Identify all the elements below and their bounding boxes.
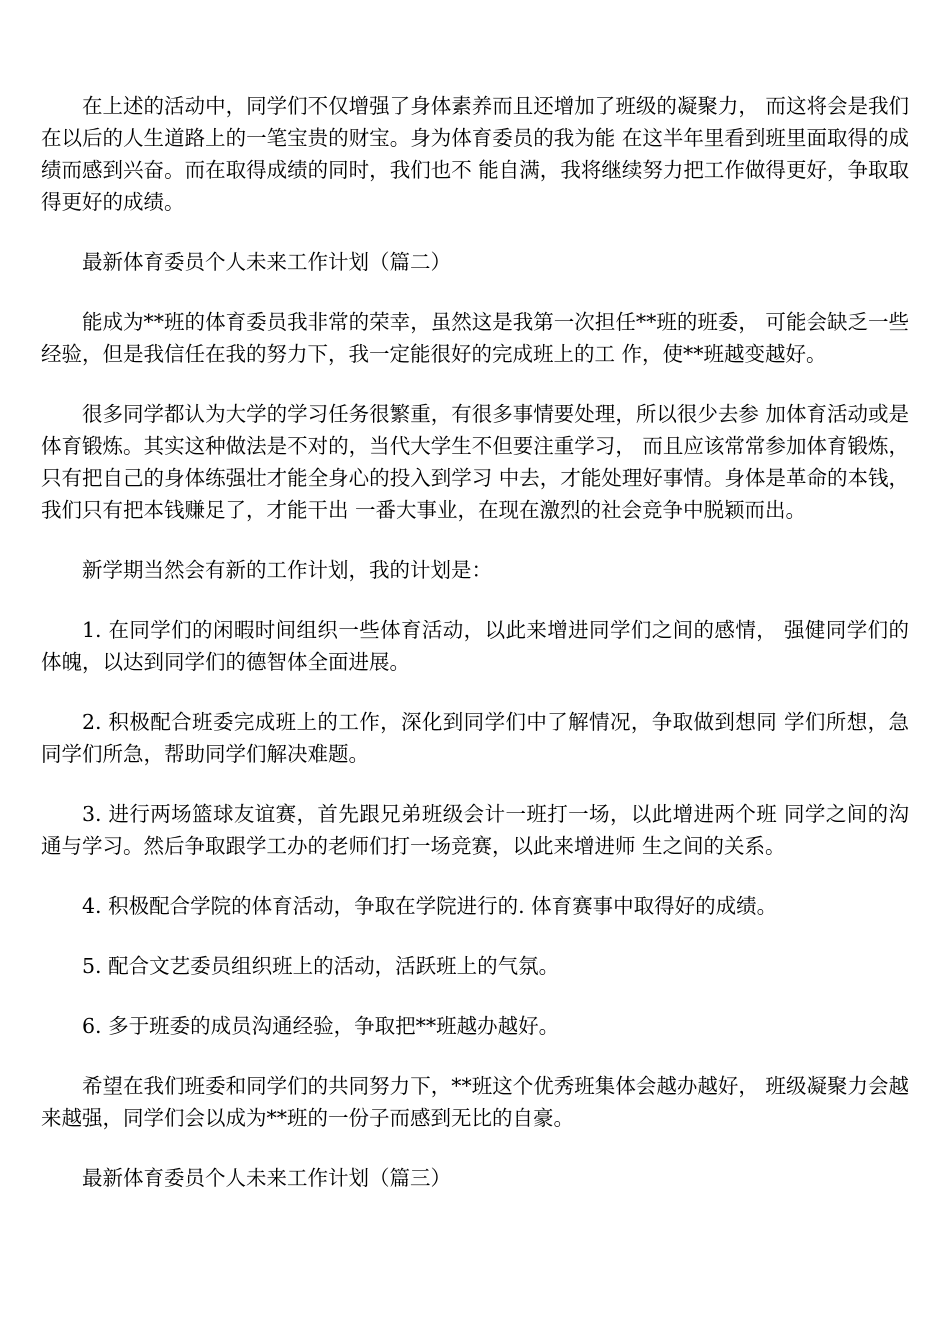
document-page — [41, 90, 909, 1222]
paragraph-3: 新学期当然会有新的工作计划，我的计划是： — [82, 558, 492, 582]
list-item-4: 4. 积极配合学院的体育活动，争取在学院进行的. 体育赛事中取得好的成绩。 — [82, 894, 778, 918]
list-item-2: 2. 积极配合班委完成班上的工作，深化到同学们中了解情况，争取做到想同 学们所想，急同学们所急，帮助同学们解决难题。 — [41, 710, 909, 766]
list-item-1: 1. 在同学们的闲暇时间组织一些体育活动，以此来增进同学们之间的感情， 强健同学们的体魄，以达到同学们的德智体全面进展。 — [41, 618, 909, 674]
paragraph-1: 能成为**班的体育委员我非常的荣幸，虽然这是我第一次担任**班的班委， 可能会缺乏一些经验，但是我信任在我的努力下，我一定能很好的完成班上的工 作，使**班越变越好。 — [41, 310, 909, 366]
list-item-5: 5. 配合文艺委员组织班上的活动，活跃班上的气氛。 — [82, 954, 560, 978]
section-heading-2: 最新体育委员个人未来工作计划（篇二） — [82, 250, 451, 274]
list-item-6: 6. 多于班委的成员沟通经验，争取把**班越办越好。 — [82, 1014, 560, 1038]
section-heading-3: 最新体育委员个人未来工作计划（篇三） — [82, 1166, 451, 1190]
intro-paragraph: 在上述的活动中，同学们不仅增强了身体素养而且还增加了班级的凝聚力， 而这将会是我们在以后的人生道路上的一笔宝贵的财宝。身为体育委员的我为能 在这半年里看到班里面取得的成绩而感到兴奋。而在取得成绩的同时，我们也不 能自满，我将继续努力把工作做得更好，争取取得更好的成绩。 — [41, 94, 909, 214]
paragraph-2: 很多同学都认为大学的学习任务很繁重，有很多事情要处理，所以很少去参 加体育活动或是体育锻炼。其实这种做法是不对的，当代大学生不但要注重学习， 而且应该常常参加体育锻炼，只有把自己的身体练强壮才能全身心的投入到学习 中去，才能处理好事情。身体是革命的本钱，我们只有把本钱赚足了，才能干出 一番大事业，在现在激烈的社会竞争中脱颖而出。 — [41, 402, 909, 522]
list-item-3: 3. 进行两场篮球友谊赛，首先跟兄弟班级会计一班打一场，以此增进两个班 同学之间的沟通与学习。然后争取跟学工办的老师们打一场竞赛，以此来增进师 生之间的关系。 — [41, 802, 909, 858]
closing-paragraph: 希望在我们班委和同学们的共同努力下，**班这个优秀班集体会越办越好， 班级凝聚力会越来越强，同学们会以成为**班的一份子而感到无比的自豪。 — [41, 1074, 909, 1130]
